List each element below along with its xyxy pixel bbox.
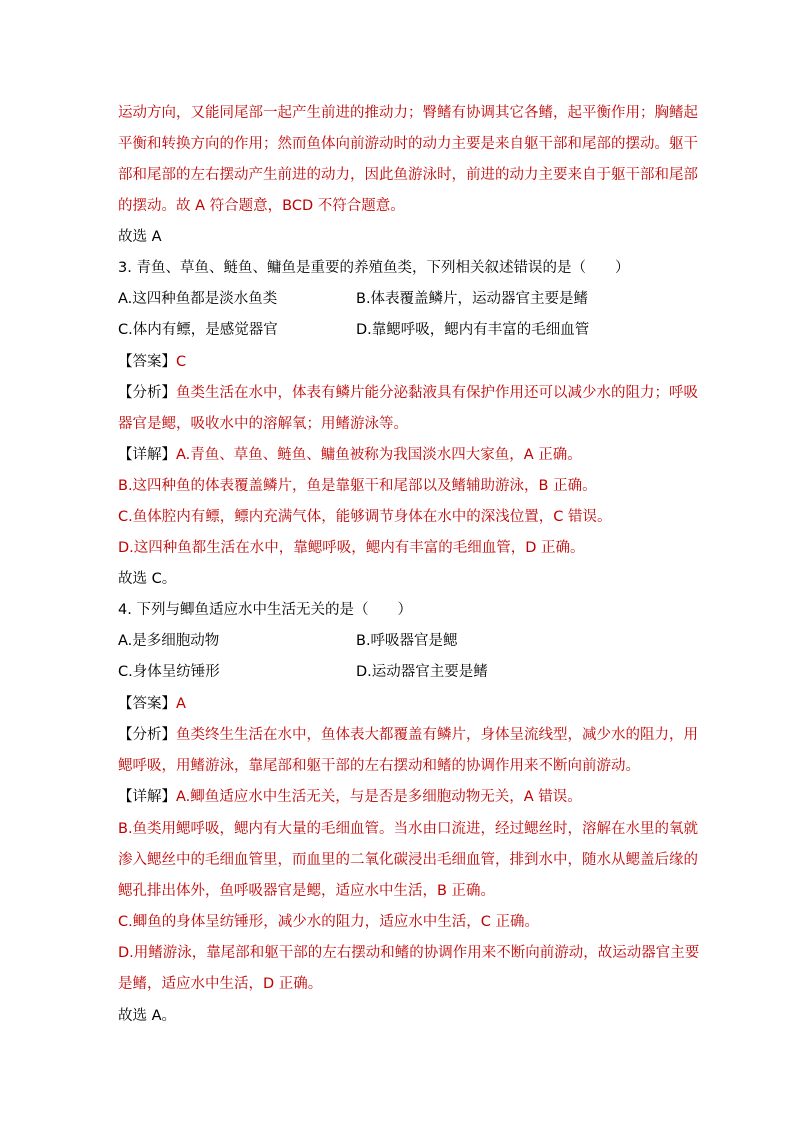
- continuation-conclusion: 故选 A: [118, 229, 162, 245]
- q3-option-a: A.这四种鱼都是淡水鱼类: [118, 291, 278, 307]
- q4-detail-line-1: [118, 787, 582, 807]
- q4-stem: 4. 下列与鲫鱼适应水中生活无关的是（ ）: [118, 602, 412, 618]
- q4-detail-line-3: 渗入鳃丝中的毛细血管里，而血里的二氧化碳浸出毛细血管，排到水中，随水从鳃盖后缘的: [118, 852, 698, 868]
- q3-answer-value: C: [176, 354, 187, 370]
- q3-option-c: C.体内有鳔，是感觉器官: [118, 322, 278, 338]
- q3-analysis-line-1: [118, 383, 698, 403]
- q4-answer: [118, 694, 186, 714]
- q4-detail-line-4: 鳃孔排出体外，鱼呼吸器官是鳃，适应水中生活，B 正确。: [118, 883, 496, 899]
- q3-detail-text-1: A.青鱼、草鱼、鲢鱼、鳙鱼被称为我国淡水四大家鱼，A 正确。: [176, 447, 582, 463]
- q3-analysis-line-2: 器官是鳃，吸收水中的溶解氧；用鳍游泳等。: [118, 416, 408, 432]
- q3-detail-line-3: C.鱼体腔内有鳔，鳔内充满气体，能够调节身体在水中的深浅位置，C 错误。: [118, 509, 612, 525]
- q3-stem: 3. 青鱼、草鱼、鲢鱼、鳙鱼是重要的养殖鱼类，下列相关叙述错误的是（ ）: [118, 260, 630, 276]
- q3-option-d: D.靠鳃呼吸，鳃内有丰富的毛细血管: [356, 322, 590, 338]
- q4-detail-line-5: C.鲫鱼的身体呈纺锤形，减少水的阻力，适应水中生活，C 正确。: [118, 914, 539, 930]
- q4-option-d: D.运动器官主要是鳍: [356, 664, 488, 680]
- q3-analysis-text-1: 鱼类生活在水中，体表有鳞片能分泌黏液具有保护作用还可以减少水的阻力；呼吸: [176, 385, 698, 401]
- q4-answer-value: A: [176, 696, 186, 712]
- q4-detail-text-1: A.鲫鱼适应水中生活无关，与是否是多细胞动物无关，A 错误。: [176, 789, 582, 805]
- q3-conclusion: 故选 C。: [118, 571, 177, 587]
- q3-detail-line-4: D.这四种鱼都生活在水中，靠鳃呼吸，鳃内有丰富的毛细血管，D 正确。: [118, 540, 585, 556]
- q3-detail-label: 【详解】: [118, 447, 176, 463]
- q4-analysis-text-1: 鱼类终生生活在水中，鱼体表大都覆盖有鳞片，身体呈流线型，减少水的阻力，用: [176, 727, 698, 743]
- q3-option-b: B.体表覆盖鳞片，运动器官主要是鳍: [356, 291, 589, 307]
- q4-detail-line-2: B.鱼类用鳃呼吸，鳃内有大量的毛细血管。当水由口流进，经过鳃丝时，溶解在水里的氧就: [118, 821, 699, 837]
- q3-answer-label: 【答案】: [118, 354, 176, 370]
- q4-analysis-line-2: 鳃呼吸，用鳍游泳，靠尾部和躯干部的左右摆动和鳍的协调作用来不断向前游动。: [118, 758, 640, 774]
- q4-option-c: C.身体呈纺锤形: [118, 664, 220, 680]
- q4-analysis-label: 【分析】: [118, 727, 176, 743]
- q3-analysis-label: 【分析】: [118, 385, 176, 401]
- q4-detail-line-6: D.用鳍游泳，靠尾部和躯干部的左右摆动和鳍的协调作用来不断向前游动，故运动器官主要: [118, 945, 700, 961]
- q4-option-b: B.呼吸器官是鳃: [356, 633, 458, 649]
- continuation-line-2: 平衡和转换方向的作用；然而鱼体向前游动时的动力主要是来自躯干部和尾部的摆动。躯干: [118, 136, 698, 152]
- q4-answer-label: 【答案】: [118, 696, 176, 712]
- continuation-line-3: 部和尾部的左右摆动产生前进的动力，因此鱼游泳时，前进的动力主要来自于躯干部和尾部: [118, 167, 698, 183]
- q3-answer: [118, 352, 186, 372]
- continuation-line-4: 的摆动。故 A 符合题意，BCD 不符合题意。: [118, 198, 405, 214]
- q3-detail-line-1: [118, 445, 582, 465]
- q4-detail-line-7: 是鳍，适应水中生活，D 正确。: [118, 976, 323, 992]
- q4-option-a: A.是多细胞动物: [118, 633, 220, 649]
- q3-detail-line-2: B.这四种鱼的体表覆盖鳞片，鱼是靠躯干和尾部以及鳍辅助游泳，B 正确。: [118, 478, 597, 494]
- continuation-line-1: 运动方向，又能同尾部一起产生前进的推动力；臀鳍有协调其它各鳍，起平衡作用；胸鳍起: [118, 105, 698, 121]
- q4-detail-label: 【详解】: [118, 789, 176, 805]
- q4-conclusion: 故选 A。: [118, 1008, 177, 1024]
- q4-analysis-line-1: [118, 725, 698, 745]
